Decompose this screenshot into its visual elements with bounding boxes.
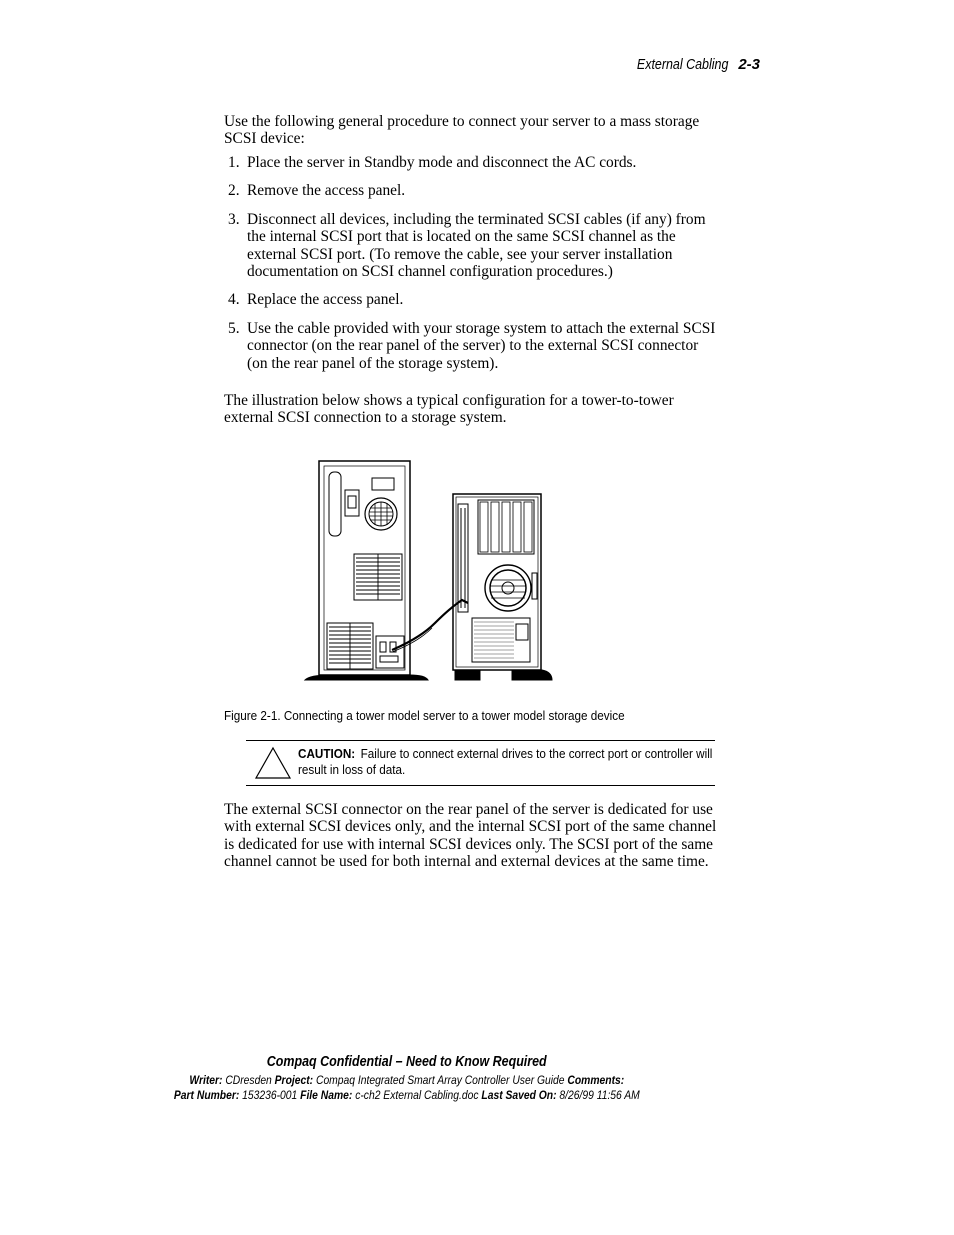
step-text: Remove the access panel.: [247, 182, 406, 200]
file-name-value: c-ch2 External Cabling.doc: [355, 1088, 479, 1102]
section-title: External Cabling: [636, 57, 729, 73]
running-header: [560, 56, 760, 73]
tower-connection-figure: [300, 458, 560, 688]
storage-tower: [453, 494, 552, 680]
confidential-notice: Compaq Confidential – Need to Know Required: [267, 1054, 547, 1070]
footer-line-1: [0, 1073, 884, 1087]
step-text: Place the server in Standby mode and disconnect the AC cords.: [247, 154, 637, 171]
caution-triangle-icon: [254, 746, 292, 780]
step-number: 3.: [228, 210, 240, 228]
file-name-label: File Name:: [300, 1088, 353, 1102]
footer-confidential: [0, 1054, 884, 1070]
step-number: 5.: [228, 319, 240, 337]
step-number: 4.: [228, 291, 240, 309]
caution-label: CAUTION:: [298, 746, 356, 761]
intro-paragraph: Use the following general procedure to connect your server to a mass storage SCSI device:: [224, 113, 700, 148]
figure-caption: Figure 2-1. Connecting a tower model server to a tower model storage device: [224, 708, 625, 723]
project-label: Project:: [274, 1073, 314, 1087]
step-item: [224, 182, 719, 199]
step-item: [224, 320, 719, 372]
last-saved-value: 8/26/99 11:56 AM: [559, 1088, 640, 1102]
footer-line-2: [0, 1088, 884, 1102]
step-item: [224, 291, 719, 308]
step-text: Disconnect all devices, including the terminated SCSI cables (if any) from the internal SCSI port that is located on the same SCSI channel as the external SCSI port. (To remove the cable, see your server installation documentation on SCSI channel configuration procedures.): [247, 210, 706, 281]
page-number: 2-3: [738, 56, 760, 73]
step-text: Replace the access panel.: [247, 291, 404, 309]
step-item: [224, 211, 719, 281]
part-number-label: Part Number:: [174, 1088, 240, 1102]
scsi-cable: [392, 600, 468, 650]
caution-text: [298, 746, 717, 778]
illustration-intro: The illustration below shows a typical configuration for a tower-to-tower external SCSI connection to a storage system.: [224, 392, 674, 427]
server-tower: [305, 461, 428, 680]
caution-box: [246, 740, 715, 786]
writer-label: Writer:: [189, 1073, 223, 1087]
step-text: Use the cable provided with your storage system to attach the external SCSI connector (on the rear panel of the server) to the external SCSI connector (on the rear panel of the storage system).: [247, 319, 716, 372]
writer-value: CDresden: [225, 1073, 273, 1087]
caution-message: Failure to connect external drives to the correct port or controller will result in loss of data.: [298, 746, 713, 777]
last-saved-label: Last Saved On:: [481, 1088, 557, 1102]
step-number: 2.: [228, 182, 240, 200]
step-number: 1.: [228, 154, 240, 171]
closing-paragraph: The external SCSI connector on the rear panel of the server is dedicated for use with external SCSI devices only, and the internal SCSI port of the same channel is dedicated for use with internal SCSI devices only. The SCSI port of the same channel cannot be used for both internal and external devices at the same time.: [224, 801, 717, 871]
procedure-steps: [224, 154, 719, 383]
project-value: Compaq Integrated Smart Array Controller User Guide: [316, 1073, 565, 1087]
part-number-value: 153236-001: [242, 1088, 298, 1102]
comments-label: Comments:: [567, 1073, 625, 1087]
step-item: [224, 154, 719, 171]
